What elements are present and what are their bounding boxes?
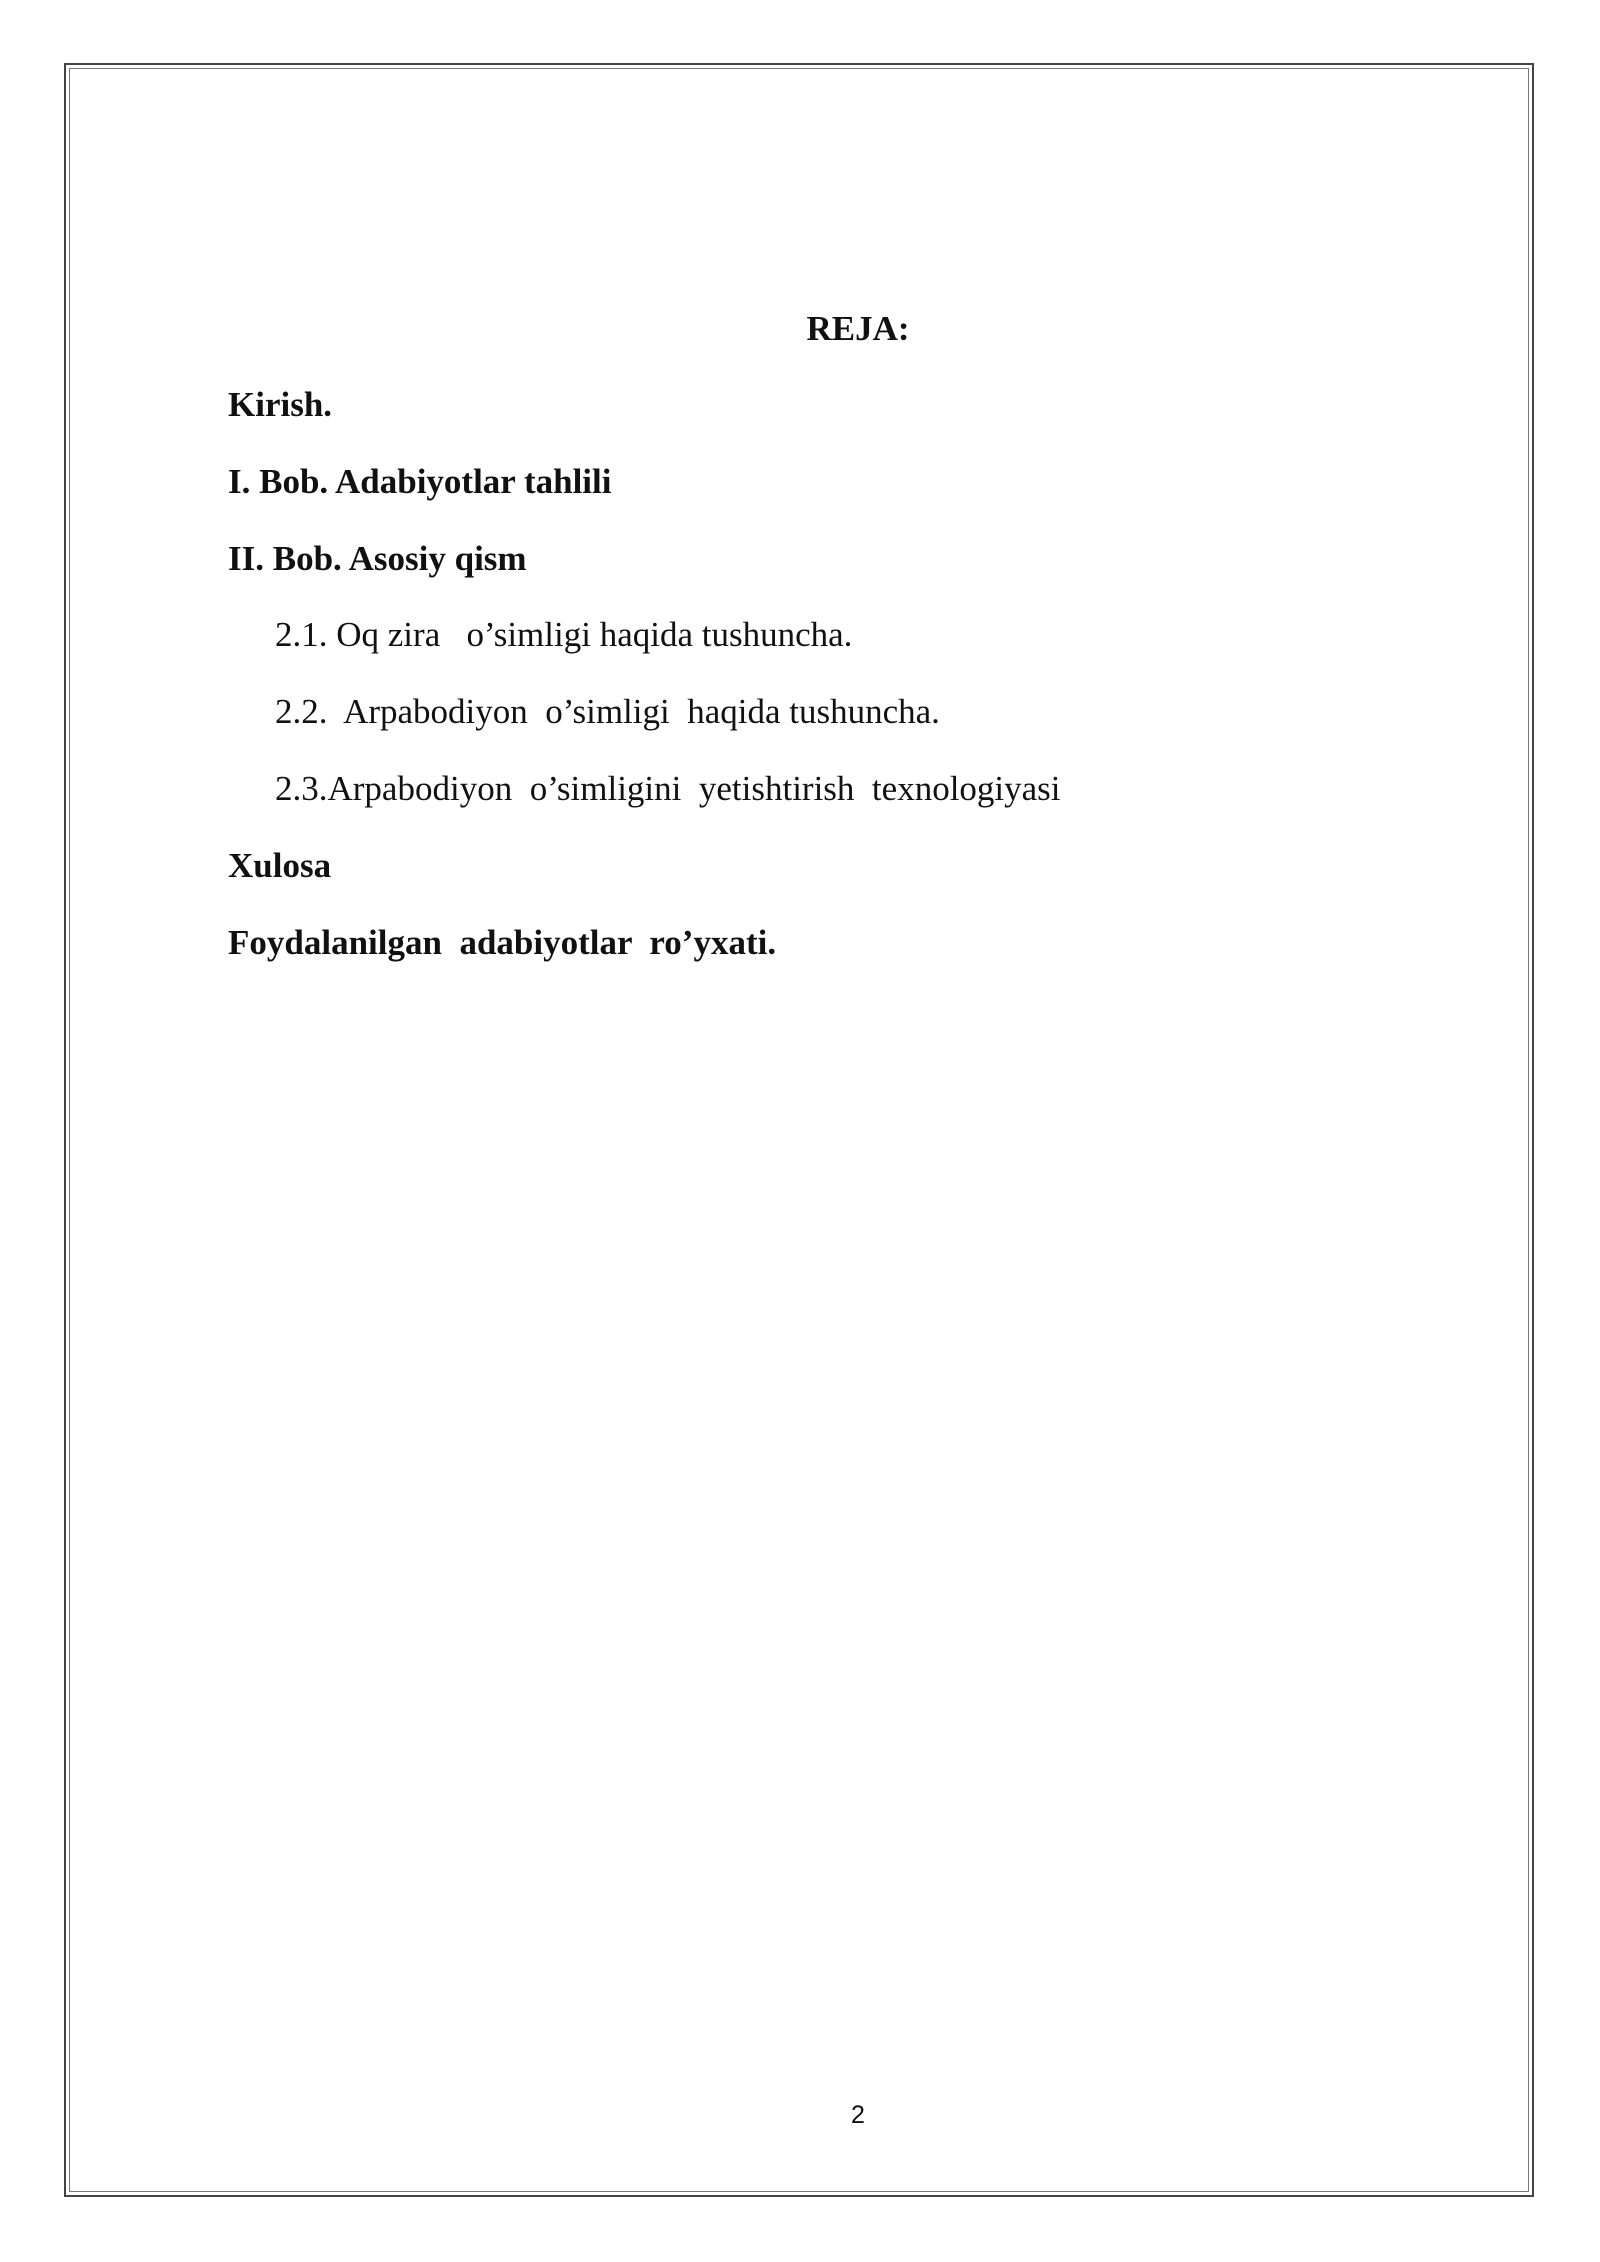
toc-item-section-2-1: 2.1. Oq zira o’simligi haqida tushuncha. <box>275 615 853 655</box>
toc-item-introduction: Kirish. <box>228 385 333 424</box>
toc-item-references: Foydalanilgan adabiyotlar ro’yxati. <box>228 922 777 962</box>
toc-item-chapter-2: II. Bob. Asosiy qism <box>228 538 527 578</box>
toc-item-section-2-2: 2.2. Arpabodiyon o’simligi haqida tushuncha. <box>275 692 940 732</box>
toc-item-chapter-1: I. Bob. Adabiyotlar tahlili <box>228 461 612 501</box>
toc-item-section-2-3: 2.3.Arpabodiyon o’simligini yetishtirish texnologiyasi <box>275 768 1061 808</box>
toc-item-conclusion: Xulosa <box>228 845 332 885</box>
table-of-contents <box>228 382 1061 996</box>
page-title: REJA: <box>806 309 910 348</box>
page-number: 2 <box>851 2101 865 2129</box>
